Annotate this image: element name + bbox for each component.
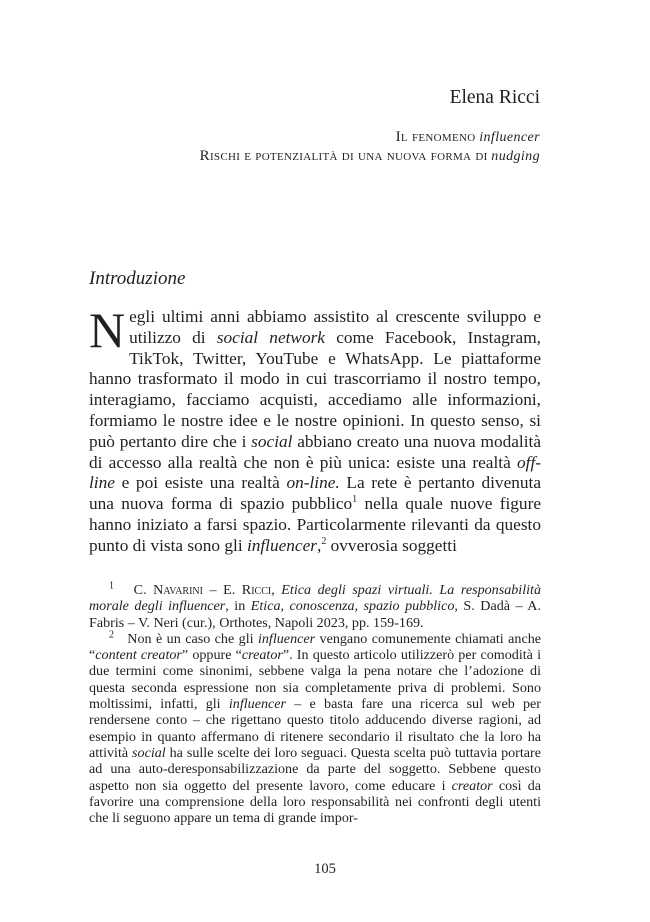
footnote-italic: content creator bbox=[95, 647, 182, 664]
footnote-1 bbox=[89, 582, 541, 631]
subtitle-text: Rischi e potenzialità di una nuova forma di bbox=[199, 148, 488, 164]
footnote-italic: social bbox=[132, 744, 166, 761]
body-text-run: egli ultimi anni abbiamo assistito al crescente sviluppo e utilizzo di bbox=[129, 307, 541, 347]
title-line-1 bbox=[200, 128, 540, 147]
footnote-text: Non è un caso che gli bbox=[127, 630, 258, 647]
body-text-run: La rete è pertanto divenuta una nuova forma di spazio pubblico bbox=[89, 473, 542, 514]
footnote-italic: creator bbox=[241, 647, 283, 664]
footnote-text: ha sulle scelte dei loro seguaci. Questa scelta può tuttavia portare ad una auto-deresponsabilizzazione da parte del soggetto. Sebbene questo aspetto non sia oggetto del presente lavoro, come educare i bbox=[89, 744, 541, 794]
body-paragraph bbox=[89, 302, 542, 557]
body-text-run: nella quale nuove figure hanno iniziato a farsi spazio. Particolarmente rilevanti da questo punto di vista sono gli bbox=[89, 494, 541, 555]
footnote-italic: influencer bbox=[228, 696, 286, 713]
subtitle-italic: nudging bbox=[491, 149, 540, 164]
footnote-text: , S. Dadà – A. Fabris – V. Neri (cur.), Orthotes, Napoli 2023, pp. 159-169. bbox=[89, 598, 542, 631]
footnote-number: 2 bbox=[109, 629, 114, 641]
body-text-run: , bbox=[317, 535, 322, 555]
footnote-2 bbox=[89, 631, 541, 827]
footnote-text: così da favorire una comprensione della loro responsabilità nei confronti degli utenti che li seguono appare un tema di grande impor- bbox=[89, 777, 541, 827]
body-italic-run: social bbox=[251, 431, 293, 451]
footnote-ref-2[interactable]: 2 bbox=[321, 536, 327, 547]
body-text-run: abbiano creato una nuova modalità di accesso alla realtà che non è più unica: esiste una realtà bbox=[89, 431, 541, 472]
footnote-ref-1[interactable]: 1 bbox=[352, 494, 358, 506]
footnote-italic: Etica, conoscenza, spazio pubblico bbox=[250, 598, 455, 615]
title-text: Il fenomeno bbox=[395, 129, 476, 145]
footnote-italic: creator bbox=[451, 777, 493, 794]
chapter-title bbox=[200, 128, 540, 166]
footnote-italic: Etica degli spazi virtuali. La responsabilità morale degli influencer bbox=[89, 582, 541, 615]
drop-cap: N bbox=[89, 302, 126, 358]
footnote-number: 1 bbox=[109, 580, 114, 592]
title-italic: influencer bbox=[479, 130, 540, 145]
footnote-italic: influencer bbox=[257, 630, 316, 647]
author-name: Elena Ricci bbox=[449, 87, 540, 108]
body-italic-run: on-line. bbox=[286, 473, 340, 493]
footnote-text: ” oppure “ bbox=[181, 647, 242, 664]
body-italic-run: off-line bbox=[89, 452, 541, 493]
page-number: 105 bbox=[314, 861, 336, 877]
footnote-text: ”. In questo articolo utilizzerò per comodità i due termini come sinonimi, sebbene valga la pena notare che l’adozione di questa seconda espressione non sia completamente priva di problemi. Sono moltissimi, infatti, gli bbox=[89, 647, 541, 713]
footnotes bbox=[89, 582, 541, 826]
section-heading: Introduzione bbox=[89, 268, 186, 289]
footnote-text: , in bbox=[225, 598, 246, 615]
footnote-text: vengano comunemente chiamati anche “ bbox=[89, 630, 541, 664]
body-italic-run: social network bbox=[216, 327, 325, 347]
title-line-2 bbox=[200, 147, 540, 166]
body-text-run: e poi esiste una realtà bbox=[114, 473, 287, 493]
body-text-run: ovverosia soggetti bbox=[326, 535, 457, 555]
footnote-authors: C. Navarini – E. Ricci, bbox=[133, 582, 275, 598]
body-italic-run: influencer bbox=[246, 535, 317, 555]
body-text-run: come Facebook, Instagram, TikTok, Twitter, YouTube e WhatsApp. Le piattaforme hanno trasformato il modo in cui trascorriamo il nostro tempo, interagiamo, facciamo acquisti, accediamo alle informazioni, formiamo le nostre idee e le nostre opinioni. In questo senso, si può pertanto dire che i bbox=[89, 327, 541, 451]
footnote-text: – e basta fare una ricerca sul web per rendersene conto – che rigettano questo titolo adducendo diverse ragioni, ad esempio in quanto affermano di ritenere secondario il risultato che la loro ha attività bbox=[89, 696, 541, 761]
